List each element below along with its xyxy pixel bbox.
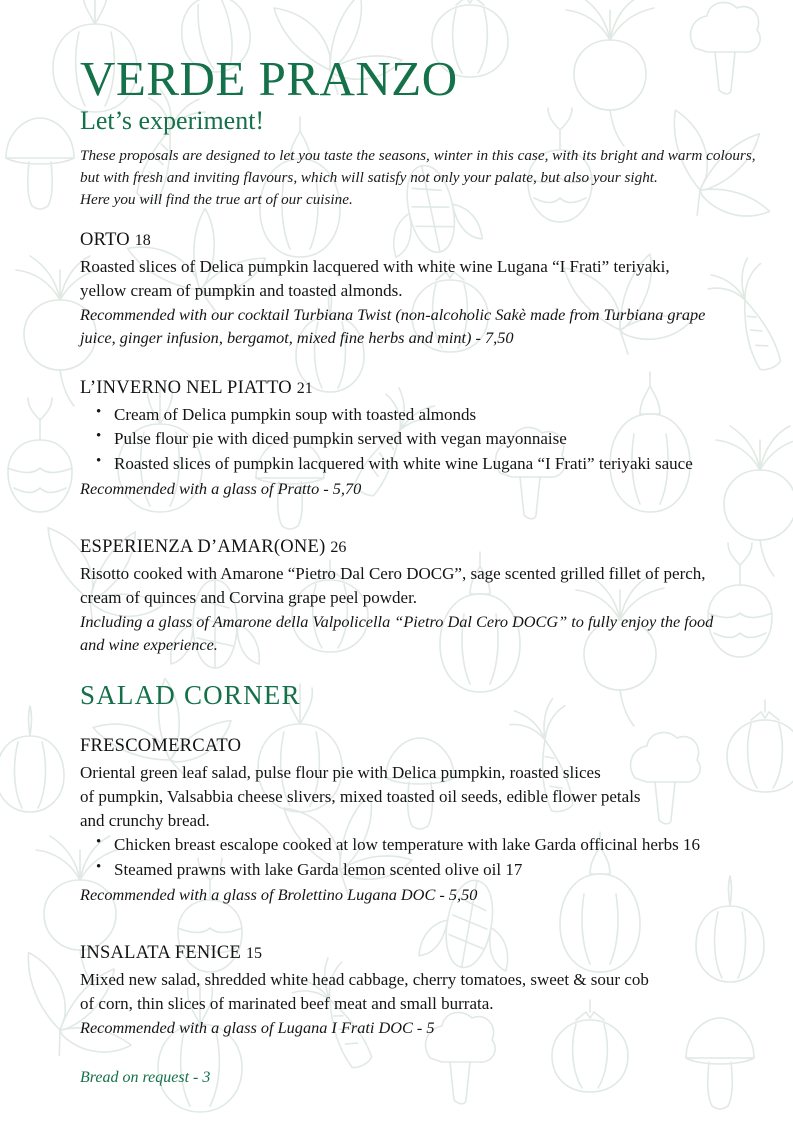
page-title: VERDE PRANZO [80, 51, 458, 106]
dish-title: ORTO [80, 229, 130, 250]
dish-esperienza-damarone [80, 534, 731, 656]
dish-recommendation-line: Recommended with a glass of Pratto - 5,70 [80, 478, 362, 498]
dish-description-line: of pumpkin, Valsabbia cheese slivers, mixed toasted oil seeds, edible flower petals [80, 787, 641, 807]
dish-recommendation-line: and wine experience. [80, 635, 218, 655]
dish-recommendation [80, 477, 731, 500]
dish-name [80, 375, 731, 402]
spacer [80, 363, 731, 375]
dish-title: INSALATA FENICE [80, 942, 242, 963]
spacer [80, 920, 731, 940]
dish-recommendation-line: Including a glass of Amarone della Valpolicella “Pietro Dal Cero DOCG” to fully enjoy the food [80, 611, 714, 631]
intro-line-1: These proposals are designed to let you taste the seasons, winter in this case, with its bright and warm colours, [80, 146, 756, 164]
dish-description-line: of corn, thin slices of marinated beef meat and small burrata. [80, 993, 494, 1013]
list-item: • Chicken breast escalope cooked at low temperature with lake Garda officinal herbs 16 [80, 833, 731, 858]
dish-recommendation-line: Recommended with our cocktail Turbiana Twist (non-alcoholic Sakè made from Turbiana grape [80, 304, 706, 324]
dish-linverno-nel-piatto [80, 375, 731, 500]
dish-recommendation [80, 610, 731, 656]
list-item: • Cream of Delica pumpkin soup with toasted almonds [80, 403, 731, 428]
dish-recommendation-line: juice, ginger infusion, bergamot, mixed fine herbs and mint) - 7,50 [80, 327, 514, 347]
dish-description [80, 255, 731, 303]
dish-description [80, 761, 731, 833]
dish-title: ESPERIENZA D’AMAR(ONE) [80, 536, 326, 557]
dish-frescomercato [80, 733, 731, 906]
dish-orto [80, 227, 731, 349]
dish-description-line: Risotto cooked with Amarone “Pietro Dal Cero DOCG”, sage scented grilled fillet of perch, [80, 563, 706, 583]
dish-title: L’INVERNO NEL PIATTO [80, 378, 292, 399]
dish-price: 18 [134, 231, 151, 249]
dish-item-list [80, 833, 731, 882]
dish-title: FRESCOMERCATO [80, 736, 242, 757]
dish-insalata-fenice [80, 940, 731, 1039]
dish-description-line: Mixed new salad, shredded white head cabbage, cherry tomatoes, sweet & sour cob [80, 969, 649, 989]
dish-price: 21 [296, 380, 313, 398]
section-title-salad-corner: SALAD CORNER [80, 680, 301, 711]
dish-description [80, 562, 731, 610]
page-subtitle: Let’s experiment! [80, 106, 265, 135]
dish-name [80, 940, 731, 967]
dish-description-line: Roasted slices of Delica pumpkin lacquered with white wine Lugana “I Frati” teriyaki, [80, 256, 670, 276]
footer-note: Bread on request - 3 [80, 1069, 211, 1087]
dish-name [80, 227, 731, 254]
dish-item-list [80, 403, 731, 477]
dish-description-line: Oriental green leaf salad, pulse flour pie with Delica pumpkin, roasted slices [80, 763, 601, 783]
dish-price: 15 [245, 944, 262, 962]
list-item: • Roasted slices of pumpkin lacquered with white wine Lugana “I Frati” teriyaki sauce [80, 452, 731, 477]
intro-paragraph [80, 145, 756, 211]
dish-description-line: yellow cream of pumpkin and toasted almonds. [80, 280, 403, 300]
list-item: • Steamed prawns with lake Garda lemon scented olive oil 17 [80, 858, 731, 883]
dish-description-line: cream of quinces and Corvina grape peel powder. [80, 587, 418, 607]
spacer [80, 514, 731, 534]
dish-description-line: and crunchy bread. [80, 811, 210, 831]
intro-line-3: Here you will find the true art of our cuisine. [80, 190, 353, 208]
dish-recommendation-line: Recommended with a glass of Brolettino Lugana DOC - 5,50 [80, 884, 478, 904]
dish-name [80, 733, 731, 760]
dish-price: 26 [330, 538, 347, 556]
dish-recommendation [80, 883, 731, 906]
dish-recommendation [80, 303, 731, 349]
list-item: • Pulse flour pie with diced pumpkin served with vegan mayonnaise [80, 427, 731, 452]
intro-line-2: but with fresh and inviting flavours, which will satisfy not only your palate, but also your sight. [80, 168, 658, 186]
dish-recommendation [80, 1016, 731, 1039]
dish-description [80, 968, 731, 1016]
dish-recommendation-line: Recommended with a glass of Lugana I Frati DOC - 5 [80, 1017, 435, 1037]
dish-name [80, 534, 731, 561]
